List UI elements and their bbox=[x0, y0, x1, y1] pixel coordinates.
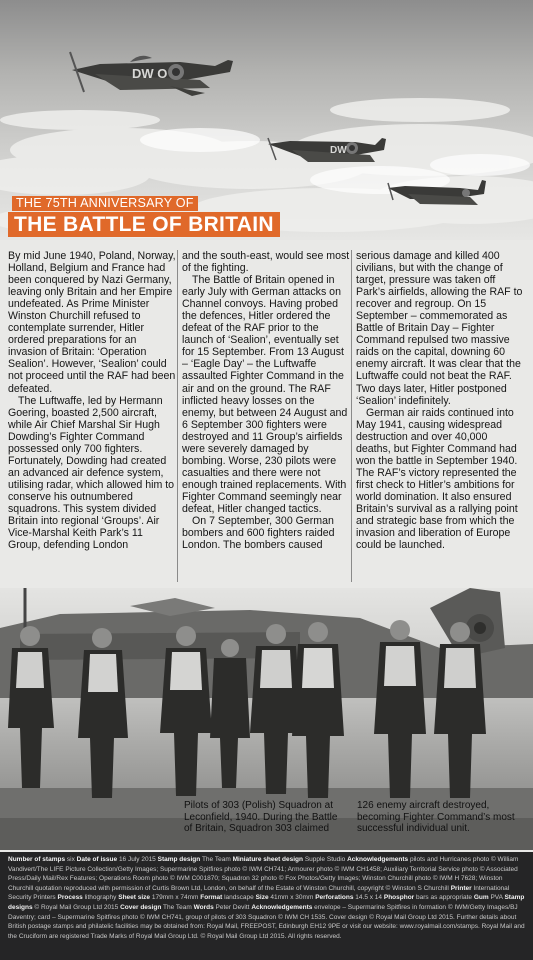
pilot-figure bbox=[292, 622, 344, 798]
paragraph: German air raids continued into May 1941, causing widespread destruction and over 40,000 deaths, but Fighter Command had won the battle in September 1940. The RAF’s victory represented the first check to Hitler’s ambitions for world domination. It also ensured Britain’s survival as a rallying point and strategic base from which the invasion and liberation of Europe could be launched. bbox=[356, 406, 518, 552]
credit-label: Process bbox=[57, 894, 83, 902]
column-divider bbox=[177, 250, 178, 582]
photo-caption-right: 126 enemy aircraft destroyed, becoming Fighter Command’s most successful individual unit. bbox=[357, 800, 515, 835]
paragraph: serious damage and killed 400 civilians, but with the change of target, pressure was taken off Park’s airfields, allowing the RAF to recover and regroup. On 15 September – commemorated as Battle of Britain Day – Fighter Command repulsed two massive raids on the capital, downing 60 enemy aircraft. It was clear that the Luftwaffe could not beat the RAF. Two days later, Hitler postponed ‘Sealion’ indefinitely. bbox=[356, 250, 523, 407]
credit-value: The Team bbox=[163, 903, 192, 911]
credit-value: pilots and Hurricanes photo © William Vandivert/The LIFE Picture Collection/Getty Images; Supermarine Spitfires photo © IWM CH741; Armourer photo © IWM CH1458; Auxiliary Territorial Service photo © Associated Press/Daily Mail/Rex Features; Operations Room photo © IWM C001870; Squadron 32 photo © Fox Photos/Getty Images; Winston Churchill photo © IWM H 7628; Winston Churchill quotation reproduced with permission of Curtis Brown Ltd, London, on behalf of the Estate of Winston Churchill, copyright © Winston S Churchill bbox=[8, 856, 519, 892]
credit-label: Size bbox=[255, 894, 269, 902]
credits-text bbox=[8, 855, 526, 941]
plane2-code: DW bbox=[330, 145, 347, 156]
paragraph: By mid June 1940, Poland, Norway, Holland, Belgium and France had been conquered by Nazi Germany, leaving only Britain and her Empire undefeated. As Prime Minister Winston Churchill refused to contemplate surrender, Hitler ordered preparations for an invasion of Britain: ‘Operation Sealion’. However, ‘Sealion’ could not proceed until the RAF had been defeated. bbox=[8, 250, 176, 395]
column-2 bbox=[182, 250, 350, 551]
credit-label: Acknowledgements bbox=[347, 856, 409, 863]
credit-label: Number of stamps bbox=[8, 856, 66, 863]
title-block bbox=[8, 196, 274, 238]
pilot-figure bbox=[374, 620, 426, 798]
credit-value: Supple Studio bbox=[304, 856, 346, 863]
paragraph: The Luftwaffe, led by Hermann Goering, boasted 2,500 aircraft, while Air Chief Marshal Sir Hugh Dowding’s Fighter Command possessed only 700 fighters. Fortunately, Dowding had created an advanced air defence system, utilising radar, which allowed him to conserve his outnumbered squadrons. This system divided Britain into regional ‘Groups’. Air Vice-Marshal Keith Park’s 11 Group, defending London bbox=[8, 394, 175, 552]
credit-value: envelope – Supermarine Spitfires in formation © IWM/Getty Images/BJ Daventry; card – Supermarine Spitfires photo © IWM CH741, group of pilots of 303 Squadron © IWM CH 1535. Cover design © Royal Mail Group Ltd 2015. Further details about British postage stamps and philatelic facilities may be obtained from: Royal Mail, FREEPOST, Edinburgh EH12 9PE or visit our website: www.royalmail.com/stamps. Royal Mail and the Cruciform are registered Trade Marks of Royal Mail Group Ltd. © Royal Mail Group Ltd 2015. All rights reserved. bbox=[8, 903, 525, 940]
paragraph: and the south-east, would see most of the fighting. bbox=[182, 250, 350, 275]
credit-value: bars as appropriate bbox=[416, 894, 473, 902]
column-divider bbox=[351, 250, 352, 582]
credit-label: Gum bbox=[473, 894, 489, 902]
credit-label: Printer bbox=[450, 884, 472, 892]
credit-label: Words bbox=[193, 903, 214, 911]
credit-label: Miniature sheet design bbox=[232, 856, 303, 863]
paragraph: The Battle of Britain opened in early July with German attacks on Channel convoys. Having probed the defences, Hitler ordered the defeat of the RAF prior to the launch of ‘Sealion’, eventually set for 15 September. From 13 August – ‘Eagle Day’ – the Luftwaffe assaulted Fighter Command in the air and on the ground. The RAF inflicted heavy losses on the enemy, but between 24 August and 6 September 300 fighters were destroyed and 11 Group’s airfields were severely damaged by bombing. Worse, 230 pilots were casualties and there were not enough trained replacements. With Fighter Command seemingly near defeat, Hitler changed tactics. bbox=[182, 274, 348, 515]
credit-value: 179mm x 74mm bbox=[151, 894, 199, 902]
credit-value: © Royal Mail Group Ltd 2015 bbox=[34, 903, 119, 911]
photo-caption-left: Pilots of 303 (Polish) Squadron at Leconfield, 1940. During the Battle of Britain, Squadron 303 claimed bbox=[184, 800, 338, 835]
credit-label: Perforations bbox=[315, 894, 354, 902]
pilot-figure bbox=[8, 626, 54, 788]
credit-label: Phosphor bbox=[383, 894, 415, 902]
page-title: THE BATTLE OF BRITAIN bbox=[8, 212, 280, 237]
pilot-figure bbox=[78, 628, 128, 798]
credit-label: Date of issue bbox=[76, 856, 118, 863]
credit-label: Acknowledgements bbox=[251, 903, 313, 911]
column-3 bbox=[356, 250, 524, 551]
credit-label: Sheet size bbox=[118, 894, 151, 902]
pilot-figure bbox=[160, 626, 212, 796]
credit-value: 16 July 2015 bbox=[118, 856, 156, 863]
pilot-figure bbox=[210, 639, 250, 788]
credits-panel bbox=[0, 852, 533, 960]
article-body bbox=[0, 250, 533, 590]
credit-value: PVA bbox=[490, 894, 503, 902]
credit-label: Format bbox=[200, 894, 223, 902]
credit-value: The Team bbox=[201, 856, 231, 863]
paragraph: On 7 September, 300 German bombers and 600 fighters raided London. The bombers caused bbox=[182, 515, 335, 552]
credit-value: 14.5 x 14 bbox=[355, 894, 383, 902]
spitfire-1 bbox=[70, 52, 233, 96]
credit-value: Peter Devitt bbox=[215, 903, 250, 911]
column-1 bbox=[8, 250, 176, 551]
credit-value: six bbox=[66, 856, 75, 863]
credit-label: Stamp designs bbox=[8, 894, 525, 911]
credit-value: lithography bbox=[84, 894, 117, 902]
anniversary-kicker: THE 75TH ANNIVERSARY OF bbox=[12, 196, 198, 211]
credit-label: Cover design bbox=[120, 903, 162, 911]
plane1-code: DW O bbox=[132, 66, 168, 81]
pilot-figure bbox=[434, 622, 486, 798]
credit-label: Stamp design bbox=[157, 856, 201, 863]
credit-value: 41mm x 30mm bbox=[270, 894, 314, 902]
credit-value: landscape bbox=[224, 894, 254, 902]
credit-value: International Security Printers bbox=[8, 884, 510, 902]
